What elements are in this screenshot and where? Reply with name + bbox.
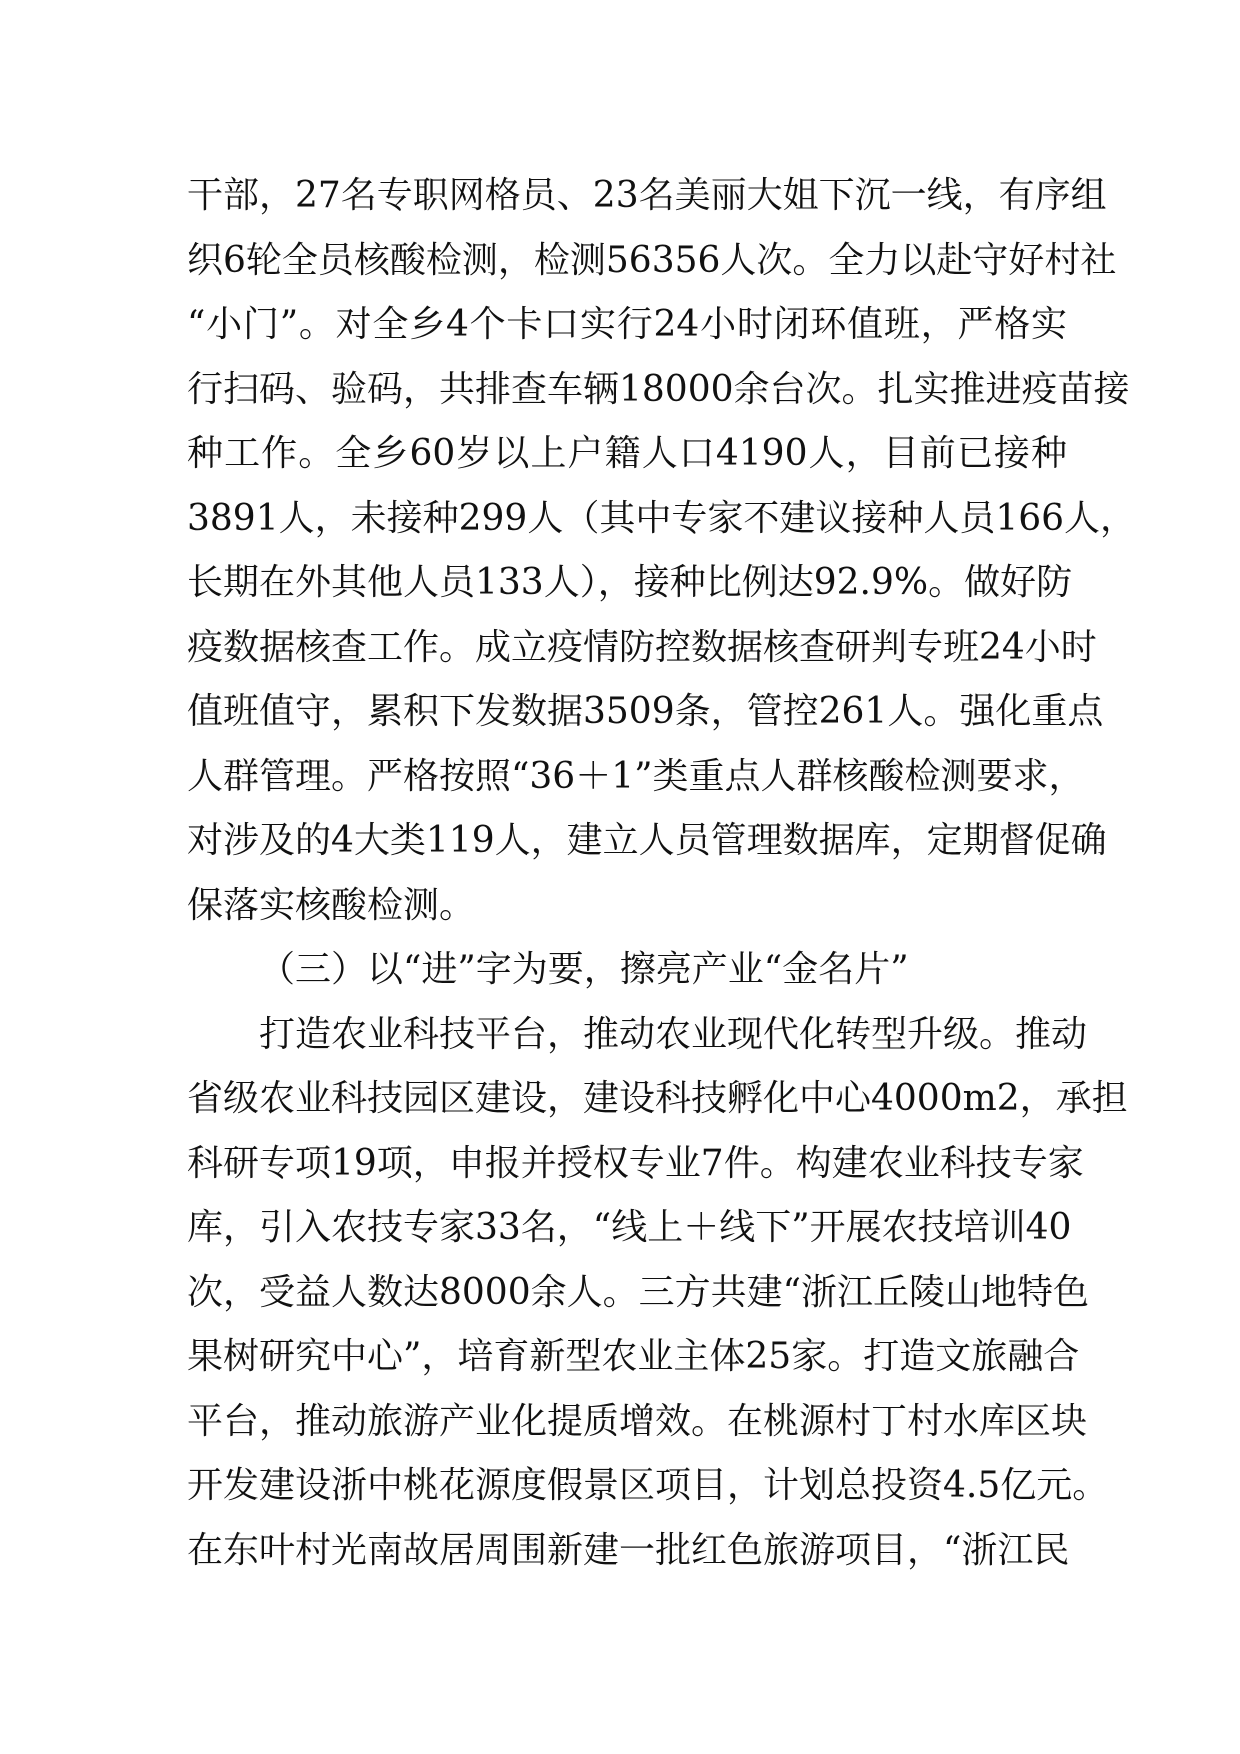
text-line: 次，受益人数达8000余人。三方共建“浙江丘陵山地特色: [187, 1271, 1090, 1313]
text-line: 种工作。全乡60岁以上户籍人口4190人，目前已接种: [187, 433, 1067, 474]
text-line: 3891人，未接种299人（其中专家不建议接种人员166人，: [187, 497, 1137, 539]
paragraph-epidemic-prevention: [187, 164, 1137, 938]
text-line: 科研专项19项，申报并授权专业7件。构建农业科技专家: [187, 1142, 1084, 1184]
text-line: 长期在外其他人员133人），接种比例达92.9%。做好防: [187, 562, 1073, 603]
section-heading: （三）以“进”字为要，擦亮产业“金名片”: [259, 949, 909, 990]
text-line: 疫数据核查工作。成立疫情防控数据核查研判专班24小时: [187, 626, 1097, 668]
text-line: 开发建设浙中桃花源度假景区项目，计划总投资4.5亿元。: [187, 1465, 1109, 1506]
text-line: 行扫码、验码，共排查车辆18000余台次。扎实推进疫苗接: [187, 368, 1130, 410]
text-line: 在东叶村光南故居周围新建一批红色旅游项目，“浙江民: [187, 1529, 1070, 1571]
text-line: 库，引入农技专家33名，“线上＋线下”开展农技培训40: [187, 1207, 1072, 1248]
text-line: 保落实核酸检测。: [187, 884, 476, 926]
text-line: 干部，27名专职网格员、23名美丽大姐下沉一线，有序组: [187, 175, 1107, 216]
text-line: “小门”。对全乡4个卡口实行24小时闭环值班，严格实: [187, 304, 1067, 345]
document-body: [187, 164, 1137, 1583]
text-line: 打造农业科技平台，推动农业现代化转型升级。推动: [259, 1013, 1088, 1055]
text-line: 省级农业科技园区建设，建设科技孵化中心4000m2，承担: [187, 1078, 1128, 1119]
text-line: 对涉及的4大类119人，建立人员管理数据库，定期督促确: [187, 820, 1107, 861]
text-line: 值班值守，累积下发数据3509条，管控261人。强化重点: [187, 691, 1104, 732]
text-line: 果树研究中心”，培育新型农业主体25家。打造文旅融合: [187, 1336, 1080, 1377]
paragraph-industry: [187, 1003, 1128, 1584]
text-line: 人群管理。严格按照“36＋1”类重点人群核酸检测要求，: [187, 755, 1085, 797]
text-line: 平台，推动旅游产业化提质增效。在桃源村丁村水库区块: [187, 1400, 1088, 1442]
text-line: 织6轮全员核酸检测，检测56356人次。全力以赴守好村社: [187, 239, 1117, 281]
